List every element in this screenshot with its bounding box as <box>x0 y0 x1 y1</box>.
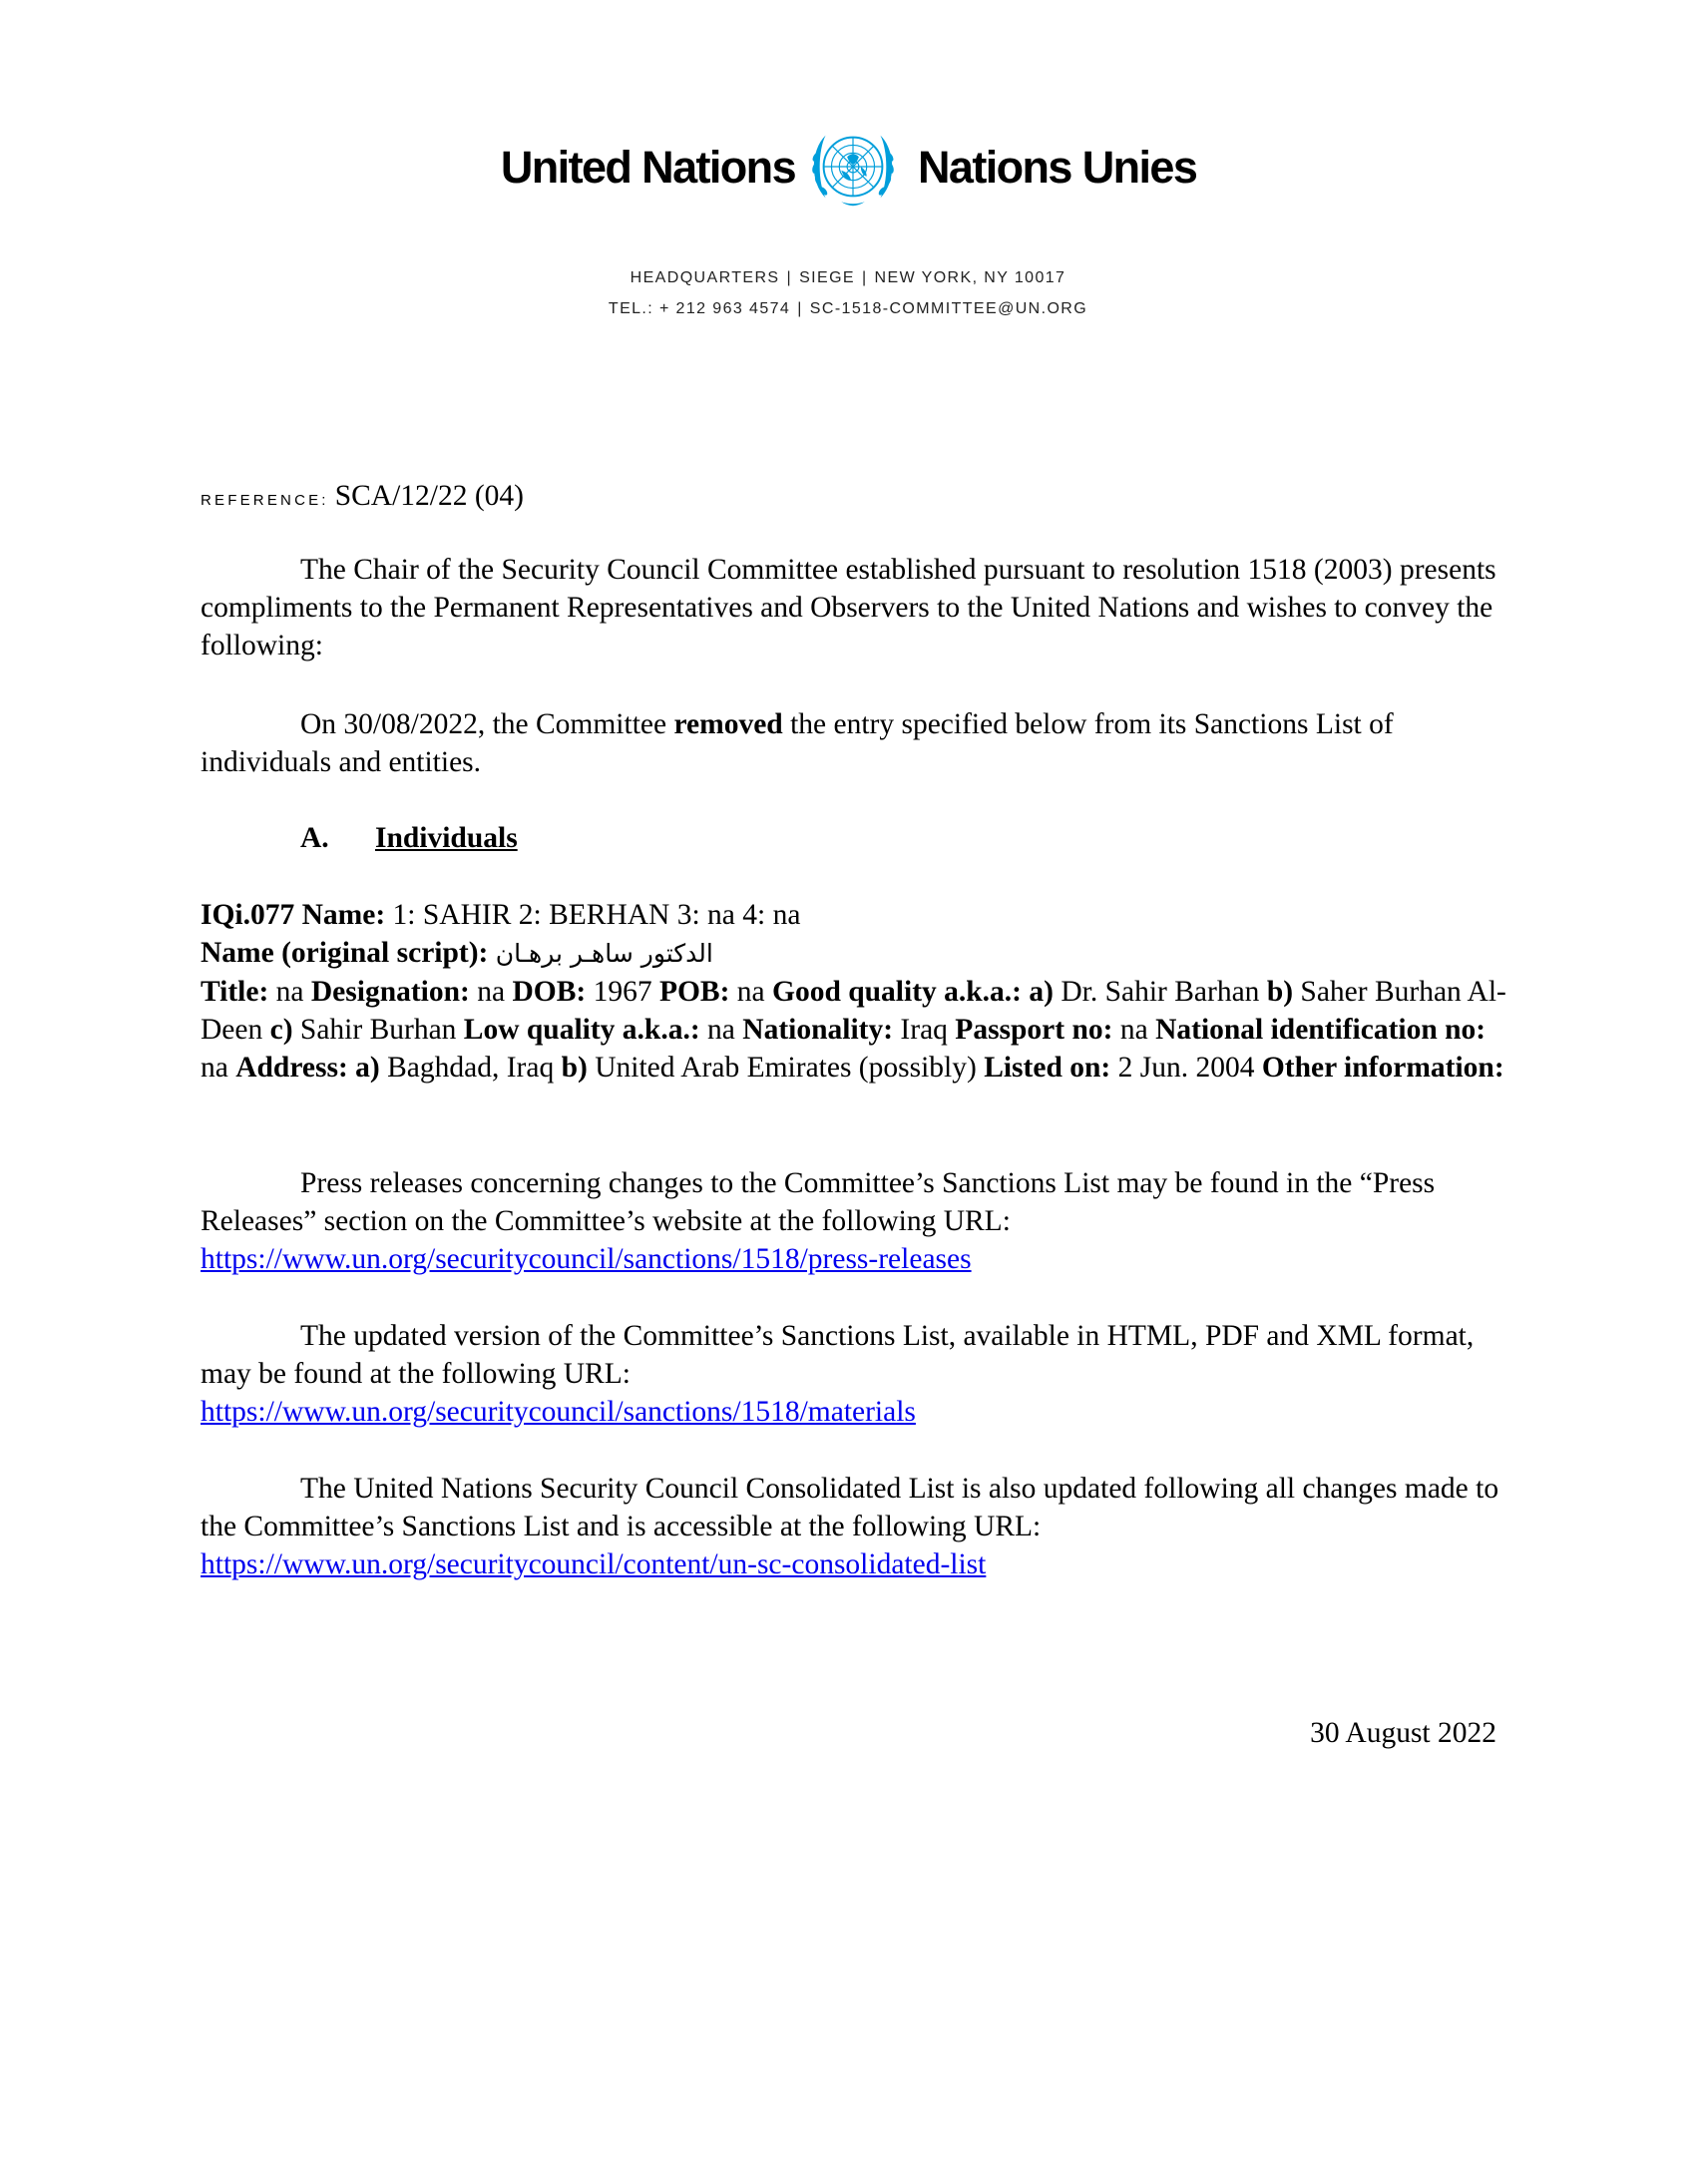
aka-b: Saher Burhan Al-Deen <box>201 976 1506 1046</box>
entry-ref: IQi.077 <box>201 899 295 931</box>
original-script-value: الدكتور ساهـر برهـان <box>495 939 713 968</box>
pob-label: POB: <box>658 976 730 1008</box>
section-letter: A. <box>300 822 329 854</box>
org-name-english: United Nations <box>500 142 795 193</box>
address-line <box>0 269 1696 287</box>
consolidated-list-paragraph <box>201 1470 1507 1583</box>
headquarters-label: HEADQUARTERS <box>630 269 780 286</box>
national-id-value: na <box>201 1052 228 1084</box>
consolidated-text: The United Nations Security Council Consolidated List is also updated following all changes made to the Committee’s Sanctions List and is accessible at the following URL: <box>201 1473 1499 1542</box>
aka-c-label: c) <box>269 1014 293 1046</box>
nationality-value: Iraq <box>900 1014 948 1046</box>
siege-label: SIEGE <box>799 269 855 286</box>
intro-paragraph <box>201 551 1507 664</box>
aka-b-label: b) <box>1266 976 1294 1008</box>
removal-prefix: On 30/08/2022, the Committee <box>300 708 674 740</box>
consolidated-list-link[interactable]: https://www.un.org/securitycouncil/content/un-sc-consolidated-list <box>201 1548 987 1580</box>
separator: | <box>786 269 793 286</box>
title-label: Title: <box>201 976 269 1008</box>
dob-value: 1967 <box>593 976 652 1008</box>
un-emblem-icon <box>804 118 902 216</box>
telephone: TEL.: + 212 963 4574 <box>608 300 791 317</box>
reference-value: SCA/12/22 (04) <box>334 480 524 512</box>
address-a: Baghdad, Iraq <box>387 1052 555 1084</box>
intro-text: The Chair of the Security Council Committee established pursuant to resolution 1518 (2003) presents compliments to the Permanent Representatives and Observers to the United Nations and wishes to convey the following: <box>201 554 1496 661</box>
press-text: Press releases concerning changes to the Committee’s Sanctions List may be found in the “Press Releases” section on the Committee’s website at the following URL: <box>201 1167 1436 1237</box>
sanctions-entry <box>201 896 1507 1087</box>
committee-email: SC-1518-COMMITTEE@UN.ORG <box>809 300 1088 317</box>
aka-a: Dr. Sahir Barhan <box>1060 976 1260 1008</box>
section-title: Individuals <box>375 822 518 854</box>
reference-label: REFERENCE: <box>201 492 329 509</box>
listed-on-label: Listed on: <box>984 1052 1111 1084</box>
passport-value: na <box>1119 1014 1148 1046</box>
original-script-label: Name (original script): <box>201 937 489 969</box>
title-value: na <box>275 976 304 1008</box>
removal-suffix: the entry specified below from its Sanctions List of individuals and entities. <box>201 708 1394 778</box>
designation-label: Designation: <box>310 976 470 1008</box>
letterhead <box>0 118 1696 216</box>
separator: | <box>797 300 803 317</box>
address-b: United Arab Emirates (possibly) <box>595 1052 977 1084</box>
address-b-label: b) <box>561 1052 588 1084</box>
press-releases-link[interactable]: https://www.un.org/securitycouncil/sanctions/1518/press-releases <box>201 1243 972 1275</box>
press-releases-paragraph <box>201 1164 1507 1278</box>
city-address: NEW YORK, NY 10017 <box>874 269 1066 286</box>
address-label: Address: <box>235 1052 348 1084</box>
good-aka-label: Good quality a.k.a.: <box>772 976 1023 1008</box>
name-label: Name: <box>301 899 386 931</box>
updated-list-paragraph <box>201 1317 1507 1431</box>
materials-link[interactable]: https://www.un.org/securitycouncil/sanctions/1518/materials <box>201 1396 916 1428</box>
nationality-label: Nationality: <box>742 1014 894 1046</box>
aka-c: Sahir Burhan <box>299 1014 457 1046</box>
low-aka-value: na <box>707 1014 735 1046</box>
updated-text: The updated version of the Committee’s Sanctions List, available in HTML, PDF and XML format, may be found at the following URL: <box>201 1320 1475 1390</box>
passport-label: Passport no: <box>955 1014 1113 1046</box>
pob-value: na <box>736 976 765 1008</box>
address-a-label: a) <box>355 1052 380 1084</box>
other-info-label: Other information: <box>1261 1052 1504 1084</box>
reference <box>201 477 1507 520</box>
document-date: 30 August 2022 <box>1310 1717 1496 1749</box>
national-id-label: National identification no: <box>1155 1014 1486 1046</box>
aka-a-label: a) <box>1029 976 1054 1008</box>
listed-on-value: 2 Jun. 2004 <box>1117 1052 1255 1084</box>
dob-label: DOB: <box>512 976 587 1008</box>
removal-emphasis: removed <box>673 708 783 740</box>
name-value: 1: SAHIR 2: BERHAN 3: na 4: na <box>392 899 801 931</box>
org-name-french: Nations Unies <box>918 142 1197 193</box>
designation-value: na <box>477 976 506 1008</box>
removal-paragraph <box>201 705 1507 781</box>
contact-line <box>0 300 1696 318</box>
separator: | <box>861 269 868 286</box>
low-aka-label: Low quality a.k.a.: <box>463 1014 700 1046</box>
section-heading <box>201 819 1507 857</box>
